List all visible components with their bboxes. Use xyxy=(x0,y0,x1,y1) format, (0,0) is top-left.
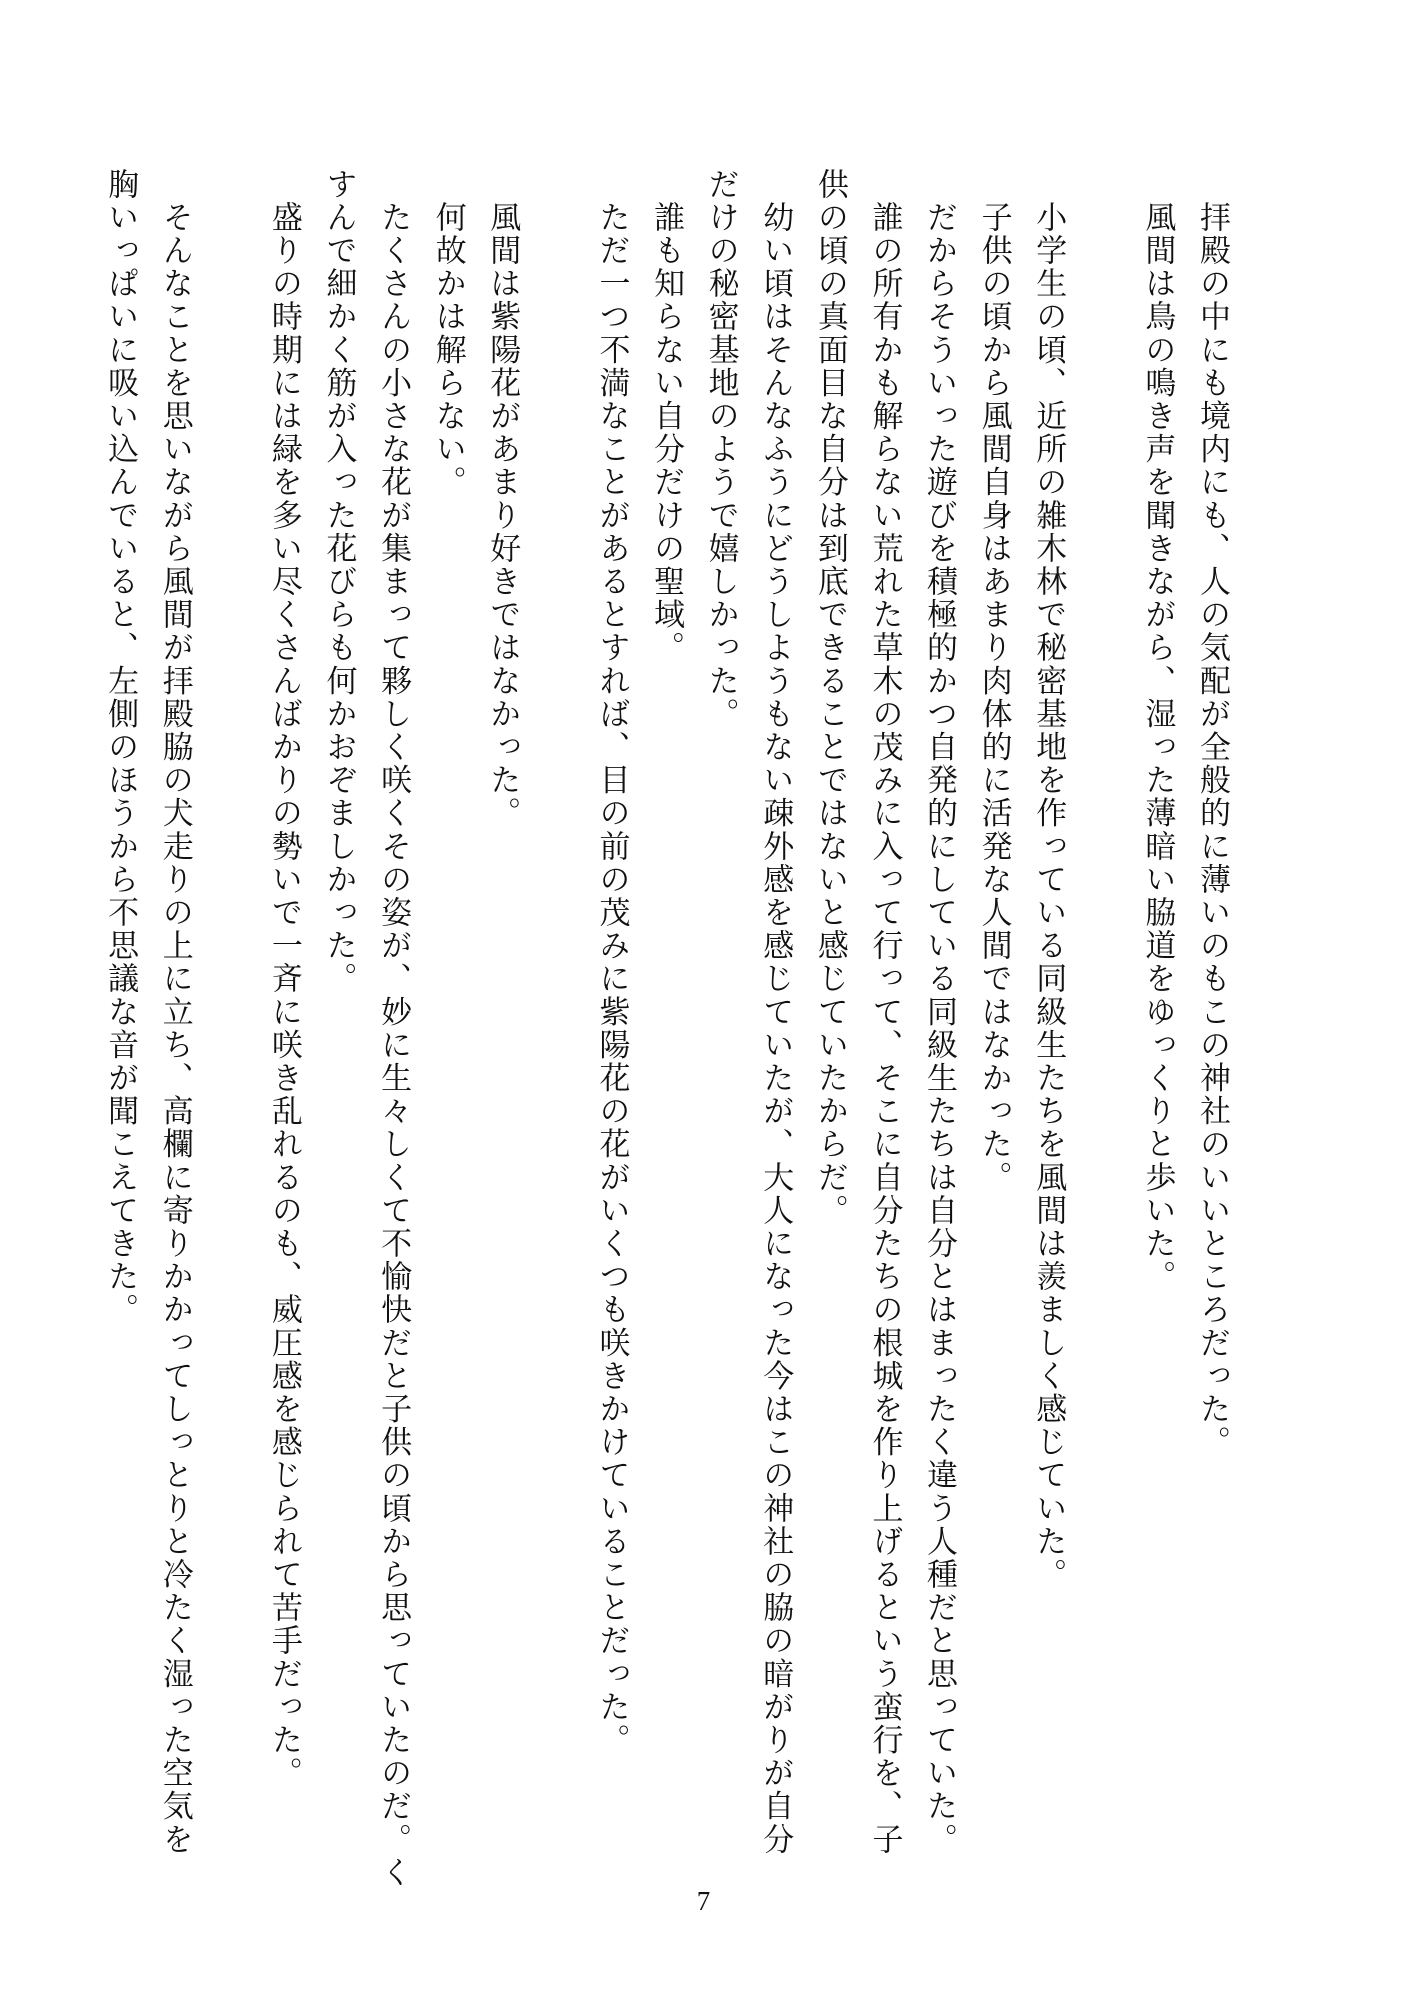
text-line: 胸いっぱいに吸い込んでいると、左側のほうから不思議な音が聞こえてきた。 xyxy=(102,168,139,1327)
text-line: だけの秘密基地のようで嬉しかった。 xyxy=(702,168,739,731)
paragraph-break xyxy=(529,168,584,1858)
paragraph-break xyxy=(1075,168,1130,1858)
text-line: 何故かは解らない。 xyxy=(429,168,466,499)
page-number: 7 xyxy=(696,1886,711,1916)
text-line: たくさんの小さな花が集まって夥しく咲くその姿が、妙に生々しくて不愉快だと子供の頃から思っていたのだ。く xyxy=(375,168,412,1890)
vertical-text-body xyxy=(102,168,1239,1890)
text-line: 盛りの時期には緑を多い尽くさんばかりの勢いで一斉に咲き乱れるのも、威圧感を感じられて苦手だった。 xyxy=(265,168,302,1790)
text-line: 子供の頃から風間自身はあまり肉体的に活発な人間ではなかった。 xyxy=(975,168,1012,1195)
text-line: 拝殿の中にも境内にも、人の気配が全般的に薄いのもこの神社のいいところだった。 xyxy=(1194,168,1230,1459)
text-line: 風間は鳥の鳴き声を聞きながら、湿った薄暗い脇道をゆっくりと歩いた。 xyxy=(1139,168,1176,1294)
text-line: 小学生の頃、近所の雑木林で秘密基地を作っている同級生たちを風間は羨ましく感じていた。 xyxy=(1030,168,1067,1592)
text-line: すんで細かく筋が入った花びらも何かおぞましかった。 xyxy=(320,168,357,996)
text-line: 風間は紫陽花があまり好きではなかった。 xyxy=(484,168,521,830)
text-line: そんなことを思いながら風間が拝殿脇の犬走りの上に立ち、高欄に寄りかかってしっとりと冷たく湿った空気を xyxy=(156,168,193,1857)
text-line: 供の頃の真面目な自分は到底できることではないと感じていたからだ。 xyxy=(811,168,848,1228)
text-line: 幼い頃はそんなふうにどうしようもない疎外感を感じていたが、大人になった今はこの神社の脇の暗がりが自分 xyxy=(757,168,794,1857)
text-line: 誰も知らない自分だけの聖域。 xyxy=(648,168,685,665)
text-line: だからそういった遊びを積極的かつ自発的にしている同級生たちは自分とはまったく違う人種だと思っていた。 xyxy=(921,168,958,1857)
text-line: ただ一つ不満なことがあるとすれば、目の前の茂みに紫陽花の花がいくつも咲きかけていることだった。 xyxy=(593,168,630,1757)
paragraph-break xyxy=(202,168,257,1858)
text-line: 誰の所有かも解らない荒れた草木の茂みに入って行って、そこに自分たちの根城を作り上げるという蛮行を、子 xyxy=(866,168,903,1857)
